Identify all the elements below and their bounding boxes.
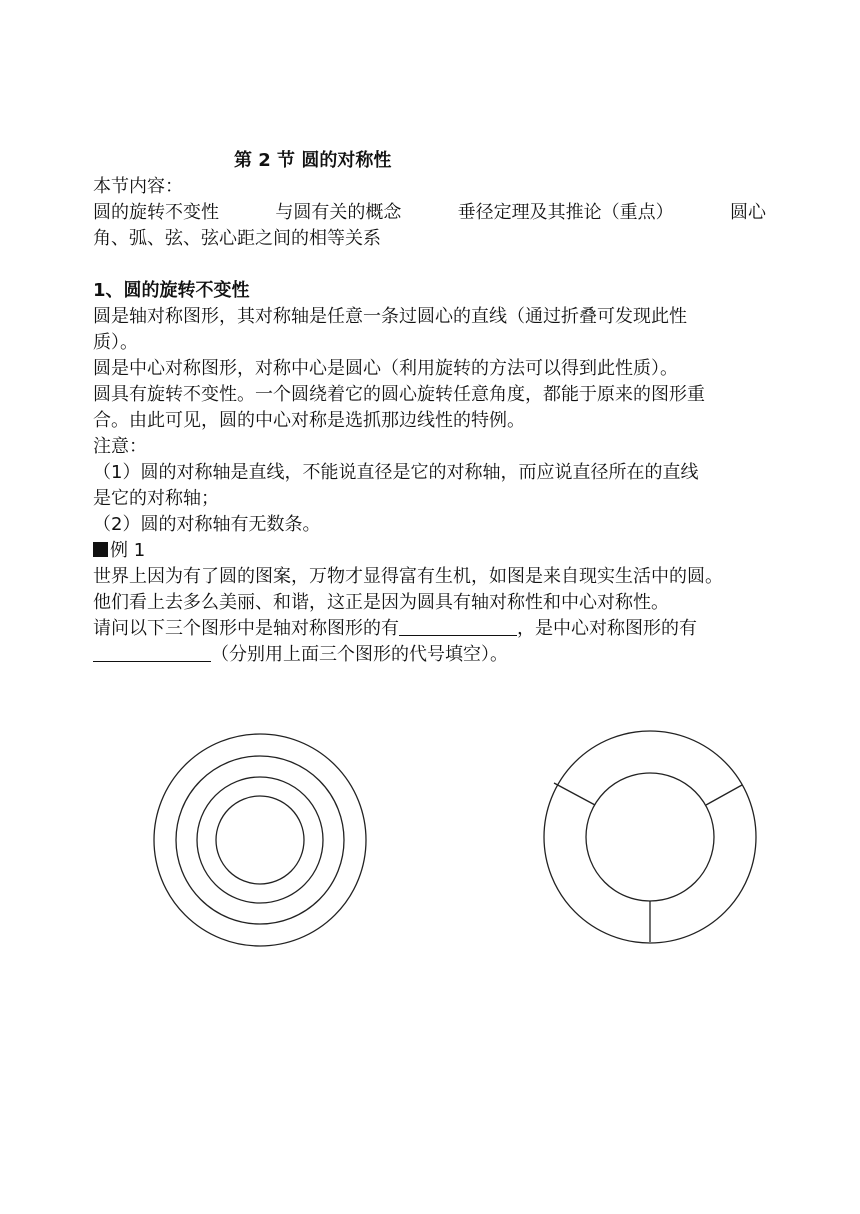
section1-heading: 1、圆的旋转不变性 <box>93 280 250 301</box>
ring-three-segments-figure <box>540 729 760 949</box>
content-item: 圆心 <box>729 202 766 223</box>
square-bullet-icon <box>93 542 108 557</box>
answer-blank-center[interactable] <box>93 643 211 662</box>
example-label-line <box>93 538 773 564</box>
example-question-b: ，是中心对称图形的有 <box>517 618 697 639</box>
inner-circle <box>216 796 304 884</box>
example-line-3 <box>93 616 773 642</box>
example-label: 例 1 <box>110 540 146 561</box>
outer-circle <box>154 734 366 946</box>
example-line-4 <box>93 642 773 668</box>
content-line-2: 角、弧、弦、弦心距之间的相等关系 <box>93 228 381 249</box>
ring-segment-left <box>554 783 595 805</box>
second-circle <box>176 756 344 924</box>
paragraph-3-line-1: 圆具有旋转不变性。一个圆绕着它的圆心旋转任意角度，都能于原来的图形重 <box>93 384 705 405</box>
answer-blank-axis[interactable] <box>399 617 517 636</box>
example-line-1: 世界上因为有了圆的图案，万物才显得富有生机，如图是来自现实生活中的圆。 <box>93 566 723 587</box>
content-item: 与圆有关的概念 <box>275 202 402 223</box>
note-2: （2）圆的对称轴有无数条。 <box>93 514 321 535</box>
content-item: 圆的旋转不变性 <box>93 202 219 223</box>
paragraph-1-line-2: 质）。 <box>93 332 138 353</box>
note-label: 注意： <box>93 436 147 457</box>
example-question-c: （分别用上面三个图形的代号填空）。 <box>211 644 508 665</box>
note-1-line-2: 是它的对称轴； <box>93 488 219 509</box>
paragraph-3-line-2: 合。由此可见，圆的中心对称是选抓那边线性的特例。 <box>93 410 525 431</box>
ring-segment-right <box>706 785 742 805</box>
content-item: 垂径定理及其推论（重点） <box>457 202 674 223</box>
section-title: 第 2 节 圆的对称性 <box>234 150 392 171</box>
example-question-a: 请问以下三个图形中是轴对称图形的有 <box>93 618 399 639</box>
concentric-circles-figure <box>150 730 370 950</box>
example-line-2: 他们看上去多么美丽、和谐，这正是因为圆具有轴对称性和中心对称性。 <box>93 592 669 613</box>
content-label: 本节内容： <box>93 176 183 197</box>
note-1-line-1: （1）圆的对称轴是直线，不能说直径是它的对称轴，而应说直径所在的直线 <box>93 462 699 483</box>
paragraph-2: 圆是中心对称图形，对称中心是圆心（利用旋转的方法可以得到此性质）。 <box>93 358 678 379</box>
ring-inner-circle <box>586 773 714 901</box>
content-items-line <box>93 200 766 226</box>
paragraph-1-line-1: 圆是轴对称图形，其对称轴是任意一条过圆心的直线（通过折叠可发现此性 <box>93 306 687 327</box>
